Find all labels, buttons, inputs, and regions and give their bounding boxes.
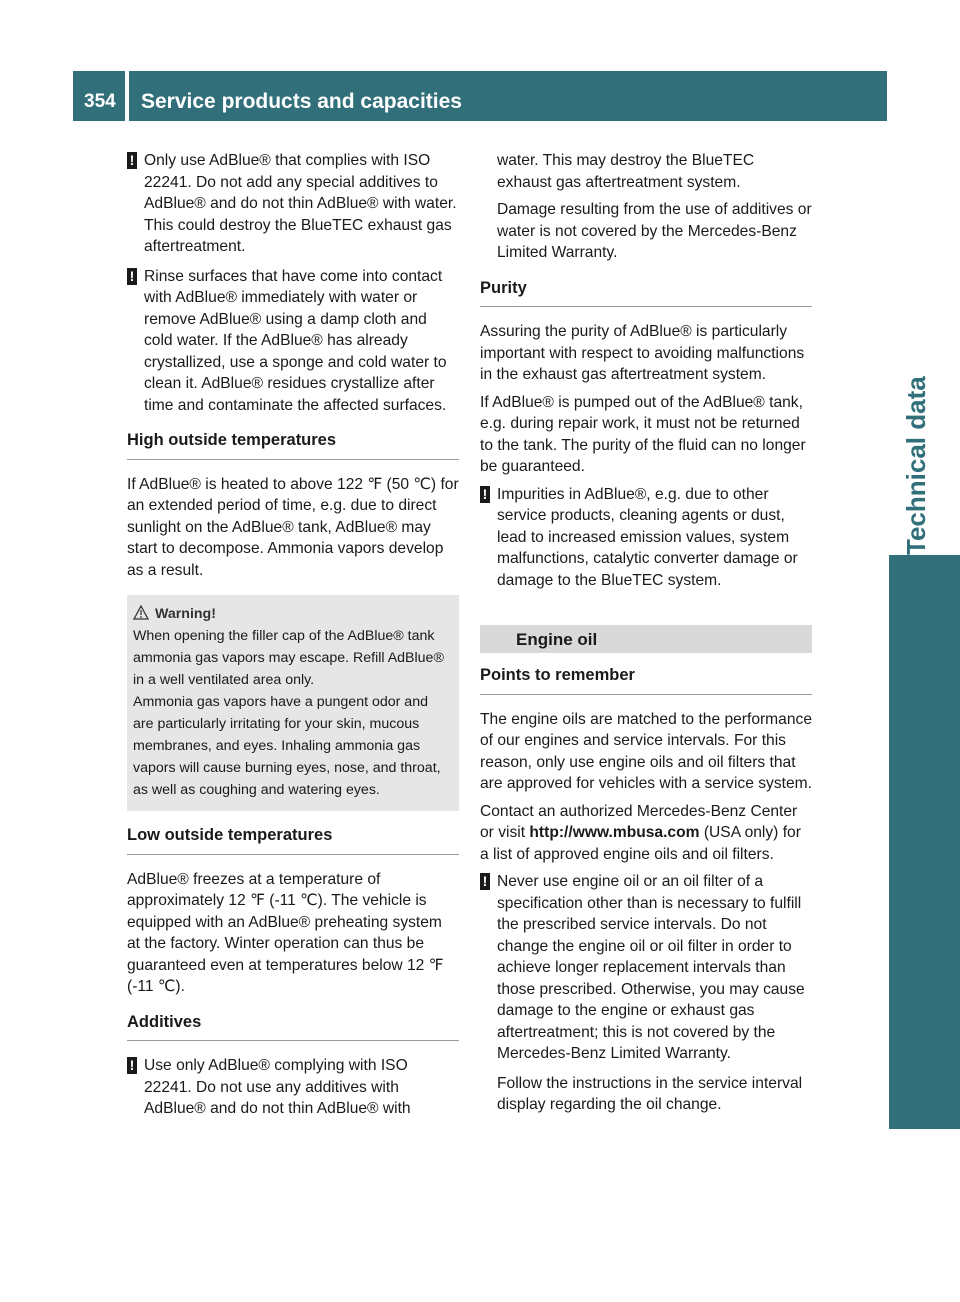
paragraph: The engine oils are matched to the performance of our engines and service intervals. For this reason, only use engine oils and oil filters that are approved for vehicles with a service system. [480, 710, 812, 792]
note-continuation: Follow the instructions in the service interval display regarding the oil change. [497, 1074, 803, 1113]
section-heading: Points to remember [480, 665, 812, 695]
exclamation-icon: ! [480, 486, 490, 503]
warning-text: When opening the filler cap of the AdBlue® tank ammonia gas vapors may escape. Refill AdBlue® in a well ventilated area only. [133, 628, 444, 688]
section-heading: High outside temperatures [127, 430, 459, 460]
note-text: Rinse surfaces that have come into contact with AdBlue® immediately with water or remove AdBlue® using a damp cloth and cold water. If the AdBlue® has already crystallized, use a sponge and cold water to clean it. AdBlue® residues crystallize after time and contaminate the affected surfaces. [144, 267, 447, 414]
note-text: Use only AdBlue® complying with ISO 22241. Do not use any additives with AdBlue® and do not thin AdBlue® with [144, 1057, 411, 1117]
section-heading: Additives [127, 1012, 459, 1042]
caution-note [127, 150, 459, 258]
section-heading: Low outside temperatures [127, 825, 459, 855]
page-number-box [73, 71, 125, 121]
note-text: Never use engine oil or an oil filter of a specification other than is necessary to fulfill the prescribed service intervals. Do not change the engine oil or oil filter in order to achieve longer replacement intervals than those prescribed. Otherwise, you may cause damage to the engine or exhaust gas aftertreatment; this is not covered by the Mercedes-Benz Limited Warranty. [497, 873, 805, 1062]
note-text: Impurities in AdBlue®, e.g. due to other service products, cleaning agents or dust, lead to increased emission values, system malfunctions, catalytic converter damage or damage to the BlueTEC system. [497, 485, 798, 589]
note-text: Only use AdBlue® that complies with ISO 22241. Do not add any special additives to AdBlue® and do not thin AdBlue® with water. This could destroy the BlueTEC exhaust gas aftertreatment. [144, 152, 457, 255]
warning-text: Ammonia gas vapors have a pungent odor and are particularly irritating for your skin, mucous membranes, and eyes. Inhaling ammonia gas vapors will cause burning eyes, nose, and throat, as well as coughing and watering eyes. [133, 694, 441, 798]
caution-note [127, 266, 459, 417]
side-tab-label: Technical data [901, 376, 931, 555]
paragraph: If AdBlue® is pumped out of the AdBlue® tank, e.g. during repair work, it must not be returned to the tank. The purity of the fluid can no longer be guaranteed. [480, 393, 806, 475]
exclamation-icon: ! [480, 873, 490, 890]
side-tab [880, 125, 955, 555]
caution-note [127, 1055, 459, 1120]
note-continuation: water. This may destroy the BlueTEC exhaust gas aftertreatment system. [497, 152, 755, 191]
paragraph: Assuring the purity of AdBlue® is particularly important with respect to avoiding malfunctions in the exhaust gas aftertreatment system. [480, 323, 805, 383]
caution-note [480, 871, 812, 1065]
warning-title-text: Warning! [155, 606, 216, 622]
page-header [129, 71, 887, 121]
exclamation-icon: ! [127, 152, 137, 169]
caution-note [480, 484, 812, 592]
exclamation-icon: ! [127, 1057, 137, 1074]
warning-title [155, 603, 449, 625]
section-heading: Purity [480, 278, 812, 308]
right-column [480, 150, 812, 1122]
paragraph-text: Contact an authorized Mercedes-Benz Center or visit [480, 802, 798, 841]
mbusa-link[interactable]: http://www.mbusa.com [529, 824, 700, 841]
section-bar-engine-oil: Engine oil [480, 625, 812, 653]
warning-box [127, 595, 459, 811]
side-tab-block [889, 555, 960, 1129]
paragraph [480, 801, 812, 866]
page-title: Service products and capacities [141, 90, 462, 113]
exclamation-icon: ! [127, 268, 137, 285]
paragraph: If AdBlue® is heated to above 122 ℉ (50 ℃) for an extended period of time, e.g. due to direct sunlight on the AdBlue® tank, AdBlue® may start to decompose. Ammonia vapors develop as a result. [127, 475, 459, 579]
left-column [127, 150, 459, 1128]
paragraph: AdBlue® freezes at a temperature of approximately 12 ℉ (-11 ℃). The vehicle is equipped with an AdBlue® preheating system at the factory. Winter operation can thus be guaranteed even at temperatures below 12 ℉ (-11 ℃). [127, 870, 444, 995]
note-continuation: Damage resulting from the use of additives or water is not covered by the Mercedes-Benz Limited Warranty. [497, 201, 812, 261]
page-number: 354 [84, 91, 116, 112]
paragraph-text: (USA only) for a list of approved engine oils and oil filters. [480, 824, 801, 863]
warning-triangle-icon [133, 605, 149, 620]
